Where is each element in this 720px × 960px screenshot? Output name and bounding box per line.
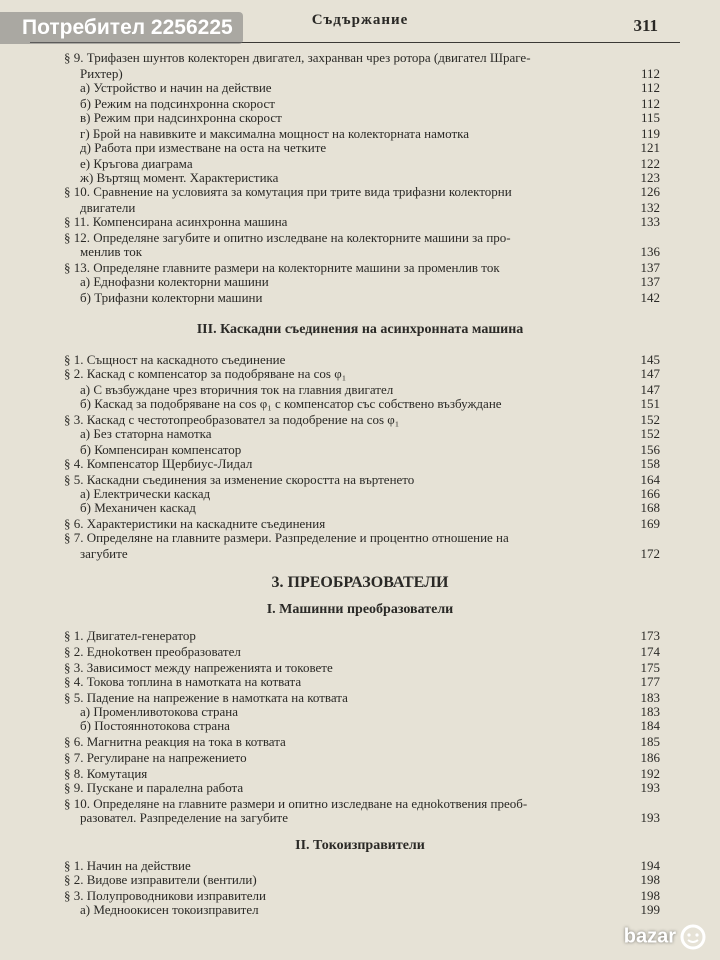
- toc-entry: [64, 734, 660, 749]
- toc-entry-title: Рихтер): [80, 66, 123, 81]
- toc-entry-title: § 4. Токова топлина в намотката на котвата: [64, 674, 302, 689]
- toc-entry-page: 173: [640, 628, 660, 643]
- toc-entry-title: а) Медноокисен токоизправител: [80, 902, 259, 917]
- toc-entry-page: 164: [640, 472, 660, 487]
- toc-entry: [64, 230, 660, 245]
- toc-entry-page: 185: [640, 734, 660, 749]
- toc-entry: [64, 184, 660, 199]
- toc-entry-page: 172: [640, 546, 660, 561]
- toc-entry-page: 147: [640, 382, 660, 397]
- toc-entry: [64, 214, 660, 229]
- toc-entry-page: 123: [640, 170, 660, 185]
- toc-entry: [64, 260, 660, 275]
- toc-entry-page: 133: [640, 214, 660, 229]
- toc-entry: [64, 50, 660, 65]
- toc-entry-title: § 4. Компенсатор Щербиус-Лидал: [64, 456, 253, 471]
- page-header-title: Съдържание: [311, 12, 409, 28]
- toc-entry-page: 177: [640, 674, 660, 689]
- toc-entry-title: § 3. Полупроводникови изправители: [64, 888, 266, 903]
- toc-entry-title: § 8. Комутация: [64, 766, 148, 781]
- toc-entry-page: 137: [640, 274, 660, 289]
- toc-entry: [80, 546, 660, 561]
- toc-entry-page: 156: [640, 442, 660, 457]
- toc-entry-title: § 10. Сравнение на условията за комутация при трите вида трифазни колекторни: [64, 184, 512, 199]
- toc-entry-page: 193: [640, 780, 660, 795]
- toc-entry: [80, 396, 660, 411]
- toc-entry-page: 142: [640, 290, 660, 305]
- toc-entry-page: 147: [640, 366, 660, 381]
- toc-entry-title: а) Променливотокова страна: [80, 704, 239, 719]
- toc-entry: [80, 718, 660, 733]
- toc-entry-title: § 5. Каскадни съединения за изменение скоростта на въртенето: [64, 472, 415, 487]
- user-watermark: Потребител 2256225: [0, 12, 243, 44]
- toc-entry-page: 169: [640, 516, 660, 531]
- toc-entry-title: г) Брой на навивките и максимална мощност на колекторната намотка: [80, 126, 470, 141]
- toc-entry-page: 186: [640, 750, 660, 765]
- toc-entry: [64, 796, 660, 811]
- toc-entry-title: разовател. Разпределение на загубите: [80, 810, 288, 825]
- toc-entry-page: 136: [640, 244, 660, 259]
- toc-entry: [64, 472, 660, 487]
- toc-entry: [80, 810, 660, 825]
- toc-entry: [64, 690, 660, 705]
- part-heading: 3. ПРЕОБРАЗОВАТЕЛИ: [271, 574, 449, 591]
- toc-entry: [64, 628, 660, 643]
- toc-entry: [80, 486, 660, 501]
- toc-entry: [80, 156, 660, 171]
- toc-entry-title: § 5. Падение на напрежение в намотката на котвата: [64, 690, 348, 705]
- toc-entry-page: 175: [640, 660, 660, 675]
- toc-entry-title: § 9. Пускане и паралелна работа: [64, 780, 244, 795]
- toc-entry: [64, 366, 660, 381]
- toc-entry: [80, 500, 660, 515]
- toc-entry-page: 152: [640, 412, 660, 427]
- toc-entry-title: б) Трифазни колекторни машини: [80, 290, 263, 305]
- toc-entry-title: § 6. Магнитна реакция на тока в котвата: [64, 734, 286, 749]
- toc-entry-page: 137: [640, 260, 660, 275]
- toc-entry: [64, 766, 660, 781]
- toc-entry-title: § 10. Определяне на главните размери и опитно изследване на едноkотвения преоб-: [64, 796, 528, 811]
- toc-entry-page: 166: [640, 486, 660, 501]
- toc-entry-title: а) Електрически каскад: [80, 486, 211, 501]
- toc-entry-title: загубите: [80, 546, 128, 561]
- toc-entry: [80, 704, 660, 719]
- toc-entry-page: 145: [640, 352, 660, 367]
- toc-entry: [64, 674, 660, 689]
- toc-entry-page: 198: [640, 888, 660, 903]
- toc-entry-title: § 1. Двигател-генератор: [64, 628, 196, 643]
- toc-entry: [80, 274, 660, 289]
- toc-entry-title: е) Кръгова диаграма: [80, 156, 193, 171]
- toc-entry: [64, 888, 660, 903]
- logo-text: bazar: [623, 925, 676, 948]
- toc-entry-title: б) Компенсиран компенсатор: [80, 442, 242, 457]
- toc-entry-page: 112: [640, 96, 660, 111]
- toc-entry: [80, 96, 660, 111]
- toc-entry-page: 174: [640, 644, 660, 659]
- toc-entry-title: § 9. Трифазен шунтов колекторен двигател, захранван чрез ротора (двигател Шраге-: [64, 50, 531, 65]
- toc-entry-title: § 2. Едноkотвен преобразовател: [64, 644, 241, 659]
- toc-entry-page: 119: [640, 126, 660, 141]
- toc-entry-title: § 2. Видове изправители (вентили): [64, 872, 257, 887]
- toc-entry-title: двигатели: [80, 200, 136, 215]
- subsection-heading-1: I. Машинни преобразователи: [266, 602, 454, 617]
- toc-entry-page: 132: [640, 200, 660, 215]
- toc-entry: [80, 244, 660, 259]
- logo-icon: [680, 924, 706, 950]
- toc-entry-title: б) Каскад за подобряване на cos φ₁ с компенсатор със собствено възбуждане: [80, 396, 502, 411]
- toc-entry-page: 193: [640, 810, 660, 825]
- toc-entry-title: § 1. Същност на каскадното съединение: [64, 352, 286, 367]
- toc-entry-title: б) Постояннотокова страна: [80, 718, 230, 733]
- toc-entry-page: 198: [640, 872, 660, 887]
- toc-entry-page: 183: [640, 690, 660, 705]
- toc-entry: [64, 412, 660, 427]
- toc-entry-page: 151: [640, 396, 660, 411]
- toc-entry: [64, 780, 660, 795]
- toc-entry: [64, 872, 660, 887]
- toc-entry: [80, 426, 660, 441]
- toc-entry-title: а) Устройство и начин на действие: [80, 80, 272, 95]
- toc-entry: [64, 530, 660, 545]
- toc-entry-title: § 12. Определяне загубите и опитно изследване на колекторните машини за про-: [64, 230, 511, 245]
- section-heading-3: III. Каскадни съединения на асинхронната машина: [196, 322, 524, 337]
- toc-entry-page: 184: [640, 718, 660, 733]
- toc-entry: [80, 200, 660, 215]
- toc-entry: [80, 80, 660, 95]
- toc-entry-page: 121: [640, 140, 660, 155]
- toc-entry: [80, 140, 660, 155]
- toc-entry-title: § 6. Характеристики на каскадните съединения: [64, 516, 326, 531]
- toc-entry: [64, 750, 660, 765]
- toc-entry-page: 199: [640, 902, 660, 917]
- toc-entry-page: 115: [640, 110, 660, 125]
- toc-entry-title: а) Еднофазни колекторни машини: [80, 274, 269, 289]
- toc-entry-page: 112: [640, 66, 660, 81]
- toc-entry: [64, 516, 660, 531]
- toc-entry-page: 126: [640, 184, 660, 199]
- toc-entry-page: 112: [640, 80, 660, 95]
- bazar-logo: [624, 924, 706, 950]
- toc-entry-title: а) С възбуждане чрез вторичния ток на главния двигател: [80, 382, 394, 397]
- toc-entry-title: § 1. Начин на действие: [64, 858, 191, 873]
- toc-entry-title: § 3. Каскад с честотопреобразовател за подобрение на cos φ₁: [64, 412, 400, 427]
- toc-entry-page: 158: [640, 456, 660, 471]
- toc-entry: [80, 170, 660, 185]
- toc-entry: [80, 66, 660, 81]
- toc-entry-title: менлив ток: [80, 244, 143, 259]
- toc-entry: [80, 442, 660, 457]
- toc-entry: [80, 110, 660, 125]
- toc-entry: [64, 352, 660, 367]
- toc-entry-page: 122: [640, 156, 660, 171]
- toc-entry-page: 192: [640, 766, 660, 781]
- toc-entry-title: б) Режим на подсинхронна скорост: [80, 96, 275, 111]
- toc-entry-page: 168: [640, 500, 660, 515]
- toc-entry: [64, 660, 660, 675]
- toc-entry-page: 194: [640, 858, 660, 873]
- toc-entry-page: 152: [640, 426, 660, 441]
- subsection-heading-2: II. Токоизправители: [295, 838, 425, 853]
- toc-entry: [64, 644, 660, 659]
- toc-entry: [80, 126, 660, 141]
- toc-entry-title: § 7. Определяне на главните размери. Разпределение и процентно отношение на: [64, 530, 509, 545]
- toc-entry-title: § 2. Каскад с компенсатор за подобряване на cos φ₁: [64, 366, 347, 381]
- toc-entry-title: б) Механичен каскад: [80, 500, 196, 515]
- toc-entry: [80, 902, 660, 917]
- toc-entry-title: а) Без статорна намотка: [80, 426, 212, 441]
- toc-entry-title: ж) Въртящ момент. Характеристика: [80, 170, 279, 185]
- toc-entry-page: 183: [640, 704, 660, 719]
- toc-entry-title: § 7. Регулиране на напрежението: [64, 750, 247, 765]
- toc-entry: [64, 456, 660, 471]
- toc-entry-title: § 13. Определяне главните размери на колекторните машини за променлив ток: [64, 260, 500, 275]
- toc-entry: [64, 858, 660, 873]
- toc-entry: [80, 382, 660, 397]
- toc-entry-title: § 11. Компенсирана асинхронна машина: [64, 214, 288, 229]
- toc-entry-title: в) Режим при надсинхронна скорост: [80, 110, 282, 125]
- toc-entry-title: § 3. Зависимост между напреженията и токовете: [64, 660, 333, 675]
- toc-entry-title: д) Работа при изместване на оста на четките: [80, 140, 327, 155]
- page-number: 311: [633, 16, 658, 35]
- toc-entry: [80, 290, 660, 305]
